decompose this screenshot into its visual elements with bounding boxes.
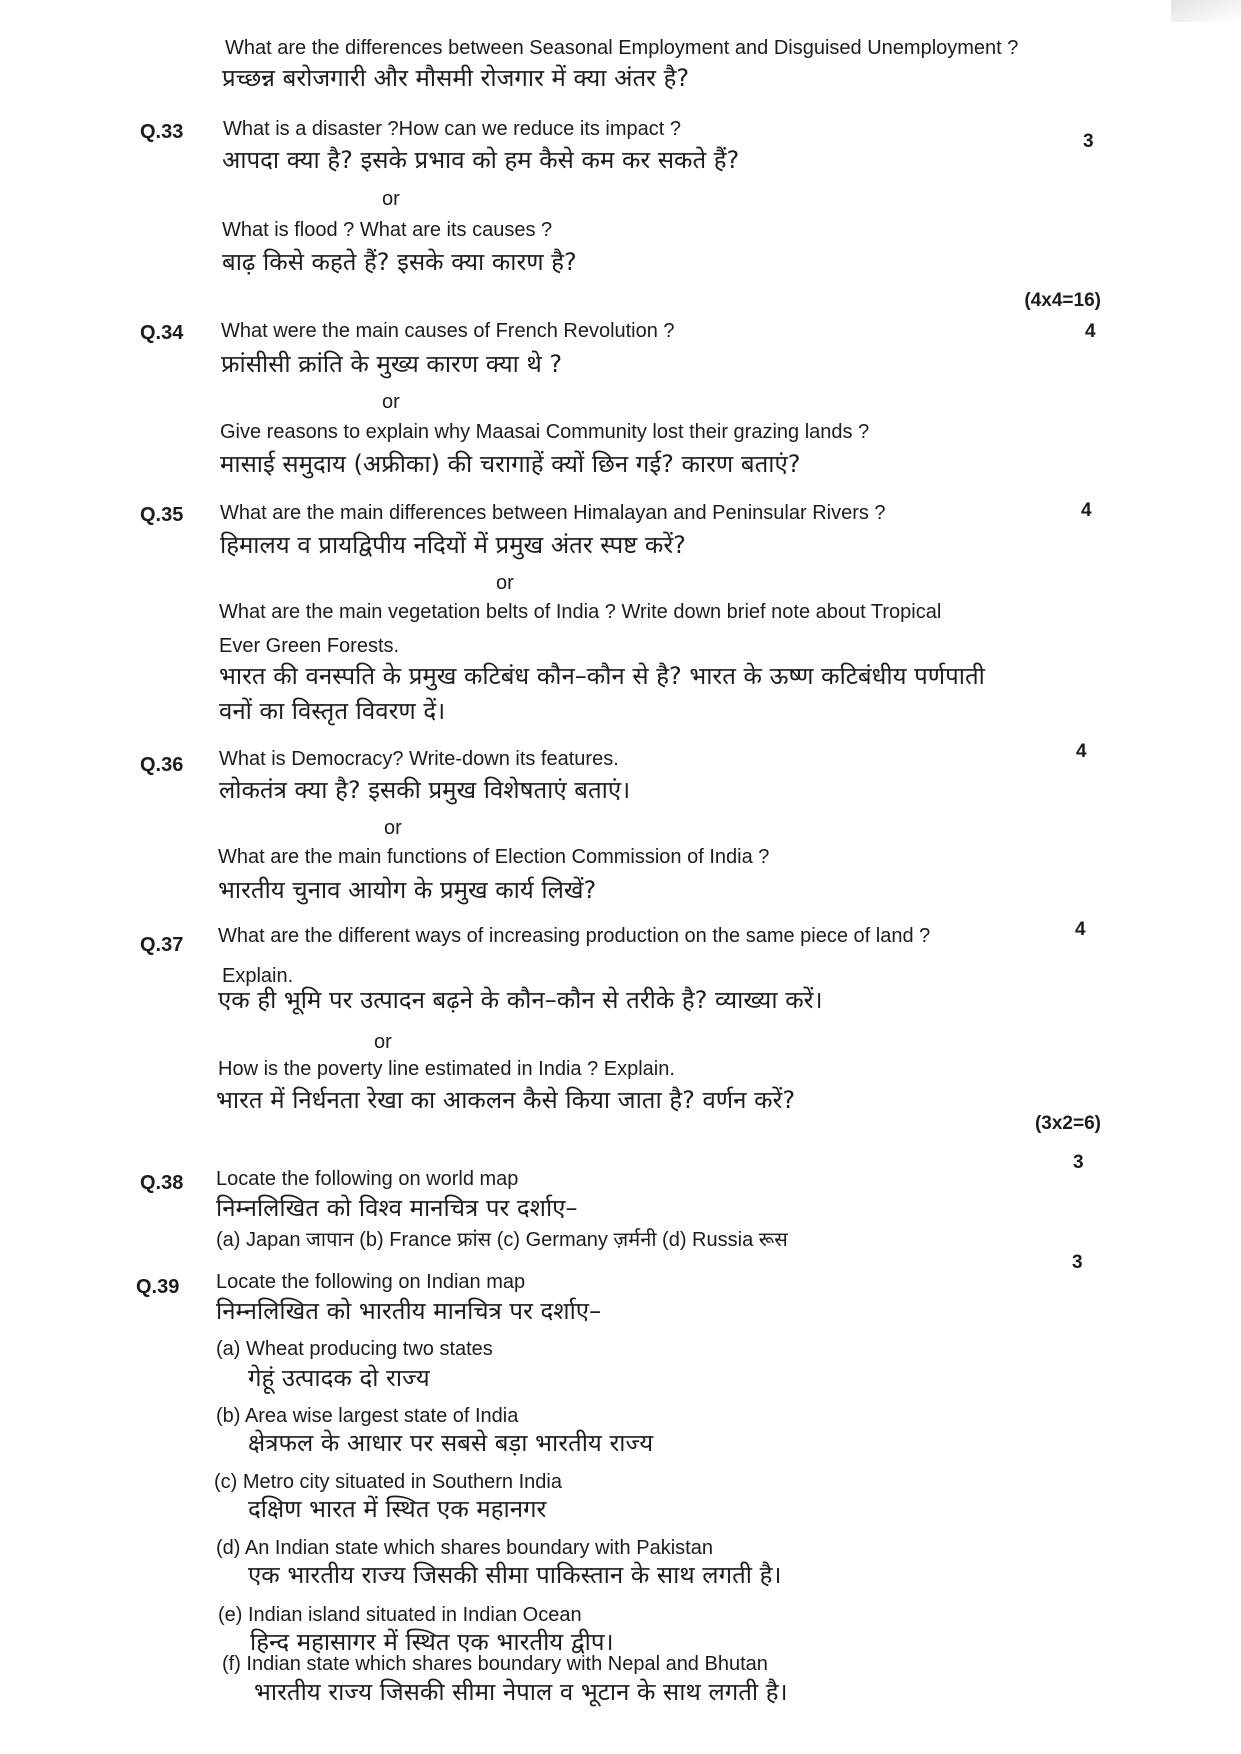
q38-question-hi: निम्नलिखित को विश्व मानचित्र पर दर्शाए–: [216, 1194, 578, 1222]
q33-question-en: What is a disaster ?How can we reduce its impact ?: [223, 118, 681, 140]
q37-marks: 4: [1075, 919, 1086, 940]
q34-number: Q.34: [140, 322, 184, 344]
q39-item-b-hi: क्षेत्रफल के आधार पर सबसे बड़ा भारतीय राज्य: [248, 1429, 654, 1457]
q38-number: Q.38: [140, 1172, 184, 1194]
q36-question-hi: लोकतंत्र क्या है? इसकी प्रमुख विशेषताएं बताएं।: [219, 776, 631, 804]
q33-alt-en: What is flood ? What are its causes ?: [222, 219, 553, 241]
q34-or: or: [382, 391, 400, 413]
q34-alt-hi: मासाई समुदाय (अफ्रीका) की चरागाहें क्यों छिन गई? कारण बताएं?: [220, 450, 801, 478]
q33-question-hi: आपदा क्या है? इसके प्रभाव को हम कैसे कम कर सकते हैं?: [222, 146, 740, 174]
q36-or: or: [384, 817, 402, 839]
q39-question-hi: निम्नलिखित को भारतीय मानचित्र पर दर्शाए–: [216, 1297, 602, 1325]
q35-number: Q.35: [140, 504, 184, 526]
q32-alt-hi: प्रच्छन्न बरोजगारी और मौसमी रोजगार में क्या अंतर है?: [222, 64, 690, 92]
q37-question-en-line1: What are the different ways of increasing production on the same piece of land ?: [218, 925, 931, 947]
q35-alt-en-line2: Ever Green Forests.: [219, 635, 400, 657]
section-marks-4x4: (4x4=16): [1024, 290, 1101, 311]
q37-question-hi: एक ही भूमि पर उत्पादन बढ़ने के कौन–कौन से तरीके है? व्याख्या करें।: [218, 986, 823, 1014]
q39-item-a-en: (a) Wheat producing two states: [216, 1338, 493, 1360]
q38-marks: 3: [1073, 1152, 1084, 1173]
q39-item-b-en: (b) Area wise largest state of India: [216, 1405, 519, 1427]
q34-marks: 4: [1085, 321, 1096, 342]
q35-alt-hi-line1: भारत की वनस्पति के प्रमुख कटिबंध कौन–कौन से है? भारत के ऊष्ण कटिबंधीय पर्णपाती: [219, 662, 985, 690]
q39-question-en: Locate the following on Indian map: [216, 1271, 526, 1293]
q37-question-en-line2: Explain.: [222, 965, 294, 987]
q37-or: or: [374, 1031, 392, 1053]
q35-question-hi: हिमालय व प्रायद्विपीय नदियों में प्रमुख अंतर स्पष्ट करें?: [220, 531, 686, 559]
q34-question-hi: फ्रांसीसी क्रांति के मुख्य कारण क्या थे ?: [221, 350, 563, 378]
q35-marks: 4: [1081, 500, 1092, 521]
scan-corner-shadow: [1171, 0, 1241, 22]
q38-question-en: Locate the following on world map: [216, 1168, 519, 1190]
q35-or: or: [496, 572, 514, 594]
q33-marks: 3: [1083, 131, 1094, 152]
q39-item-e-hi: हिन्द महासागर में स्थित एक भारतीय द्वीप।: [250, 1628, 614, 1656]
q36-alt-en: What are the main functions of Election Commission of India ?: [218, 846, 770, 868]
q35-alt-hi-line2: वनों का विस्तृत विवरण दें।: [219, 697, 446, 725]
q37-alt-en: How is the poverty line estimated in India ? Explain.: [218, 1058, 675, 1080]
q39-item-c-hi: दक्षिण भारत में स्थित एक महानगर: [248, 1495, 547, 1523]
q39-item-a-hi: गेहूं उत्पादक दो राज्य: [248, 1364, 430, 1392]
q36-alt-hi: भारतीय चुनाव आयोग के प्रमुख कार्य लिखें?: [218, 876, 597, 904]
q36-marks: 4: [1076, 741, 1087, 762]
q37-number: Q.37: [140, 934, 184, 956]
q34-alt-en: Give reasons to explain why Maasai Community lost their grazing lands ?: [220, 421, 870, 443]
q39-item-e-en: (e) Indian island situated in Indian Ocean: [218, 1604, 582, 1626]
q39-item-c-en: (c) Metro city situated in Southern India: [214, 1471, 562, 1493]
q33-alt-hi: बाढ़ किसे कहते हैं? इसके क्या कारण है?: [222, 248, 577, 276]
q37-alt-hi: भारत में निर्धनता रेखा का आकलन कैसे किया जाता है? वर्णन करें?: [216, 1086, 796, 1114]
q35-question-en: What are the main differences between Himalayan and Peninsular Rivers ?: [220, 502, 886, 524]
q36-number: Q.36: [140, 754, 184, 776]
q36-question-en: What is Democracy? Write-down its features.: [219, 748, 619, 770]
q39-item-d-en: (d) An Indian state which shares boundary with Pakistan: [216, 1537, 713, 1559]
section-marks-3x2: (3x2=6): [1034, 1113, 1101, 1134]
q39-number: Q.39: [136, 1276, 180, 1298]
q39-marks: 3: [1072, 1252, 1083, 1273]
q39-item-d-hi: एक भारतीय राज्य जिसकी सीमा पाकिस्तान के साथ लगती है।: [248, 1561, 782, 1589]
q39-item-f-hi: भारतीय राज्य जिसकी सीमा नेपाल व भूटान के साथ लगती है।: [254, 1678, 788, 1706]
q34-question-en: What were the main causes of French Revolution ?: [221, 320, 675, 342]
q39-item-f-en: (f) Indian state which shares boundary with Nepal and Bhutan: [222, 1653, 768, 1675]
q35-alt-en-line1: What are the main vegetation belts of India ? Write down brief note about Tropical: [219, 601, 942, 623]
q33-number: Q.33: [140, 121, 184, 143]
q33-or: or: [382, 188, 400, 210]
q38-options: (a) Japan जापान (b) France फ्रांस (c) Germany ज़र्मनी (d) Russia रूस: [216, 1229, 788, 1251]
q32-alt-en: What are the differences between Seasonal Employment and Disguised Unemployment ?: [225, 37, 1019, 59]
